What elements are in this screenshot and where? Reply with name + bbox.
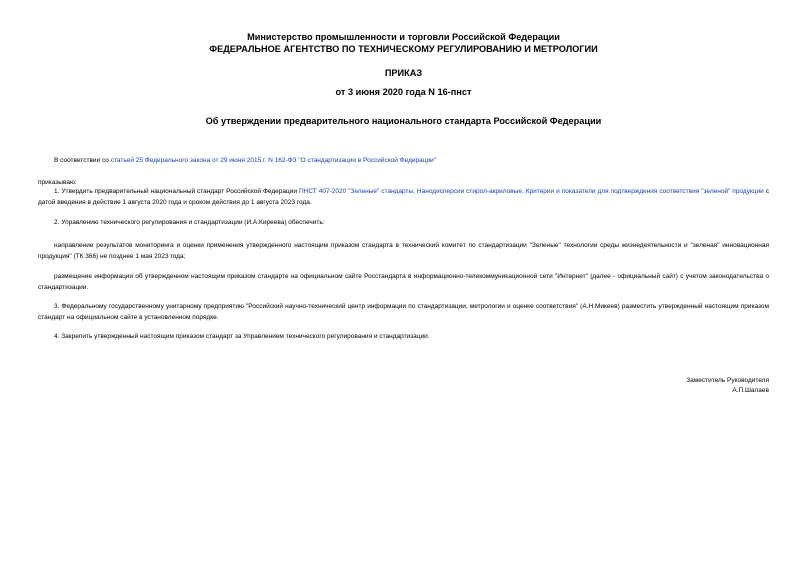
item-1-paragraph [38, 186, 769, 208]
item-1-prefix: 1. Утвердить предварительный национальный стандарт Российской Федерации [54, 188, 299, 195]
document-date-number: от 3 июня 2020 года N 16-пнст [335, 87, 472, 97]
item-3-paragraph: 3. Федеральному государственному унитарному предприятию "Российский научно-технический центр информации по стандартизации, метрологии и оценке соответствия" (А.Н.Микеев) разместить утвержденный настоящим приказом стандарт на официальном сайте в установленном порядке. [38, 303, 769, 321]
basis-prefix: В соответствии со [54, 157, 111, 164]
signatory-title: Заместитель Руководителя [686, 377, 769, 384]
agency-name: ФЕДЕРАЛЬНОЕ АГЕНТСТВО ПО ТЕХНИЧЕСКОМУ РЕГУЛИРОВАНИЮ И МЕТРОЛОГИИ [209, 44, 598, 54]
item-2-subitem-1: направление результатов мониторинга и оценки применения утвержденного настоящим приказом стандарта в технический комитет по стандартизации "Зеленые" технологии среды жизнедеятельности и "зеленая" инновационная продукция" (ТК 366) не позднее 1 мая 2023 года; [38, 242, 769, 260]
signatory-name: А.П.Шалаев [732, 387, 769, 394]
item-2-subitem-2: размещение информации об утвержденном настоящим приказом стандарте на официальном сайте Росстандарта в информационно-телекоммуникационной сети "Интернет" (далее - официальный сайт) с учетом законодательства о стандартизации. [38, 273, 769, 291]
item-2-paragraph: 2. Управлению технического регулирования и стандартизации (И.А.Киреева) обеспечить: [54, 219, 325, 226]
document-type: ПРИКАЗ [384, 68, 423, 78]
orders-word: приказываю: [38, 179, 77, 186]
document-subject: Об утверждении предварительного национального стандарта Российской Федерации [205, 116, 602, 126]
item-4-paragraph: 4. Закрепить утвержденный настоящим приказом стандарт за Управлением технического регулирования и стандартизации. [54, 333, 430, 340]
basis-paragraph [38, 155, 769, 166]
federal-law-link[interactable]: статьей 25 Федерального закона от 29 июня 2015 г. N 162-ФЗ "О стандартизации в Российской Федерации" [110, 157, 437, 164]
standard-link[interactable]: ПНСТ 407-2020 "Зеленые" стандарты. Нанодисперсии стирол-акриловые. Критерии и показатели для подтверждения соответствия "зеленой" продукции [298, 188, 764, 195]
ministry-name: Министерство промышленности и торговли Российской Федерации [247, 32, 560, 42]
item-1-suffix: с датой введения в действие 1 августа 2020 года и сроком действия до 1 августа 2023 года. [38, 188, 769, 206]
